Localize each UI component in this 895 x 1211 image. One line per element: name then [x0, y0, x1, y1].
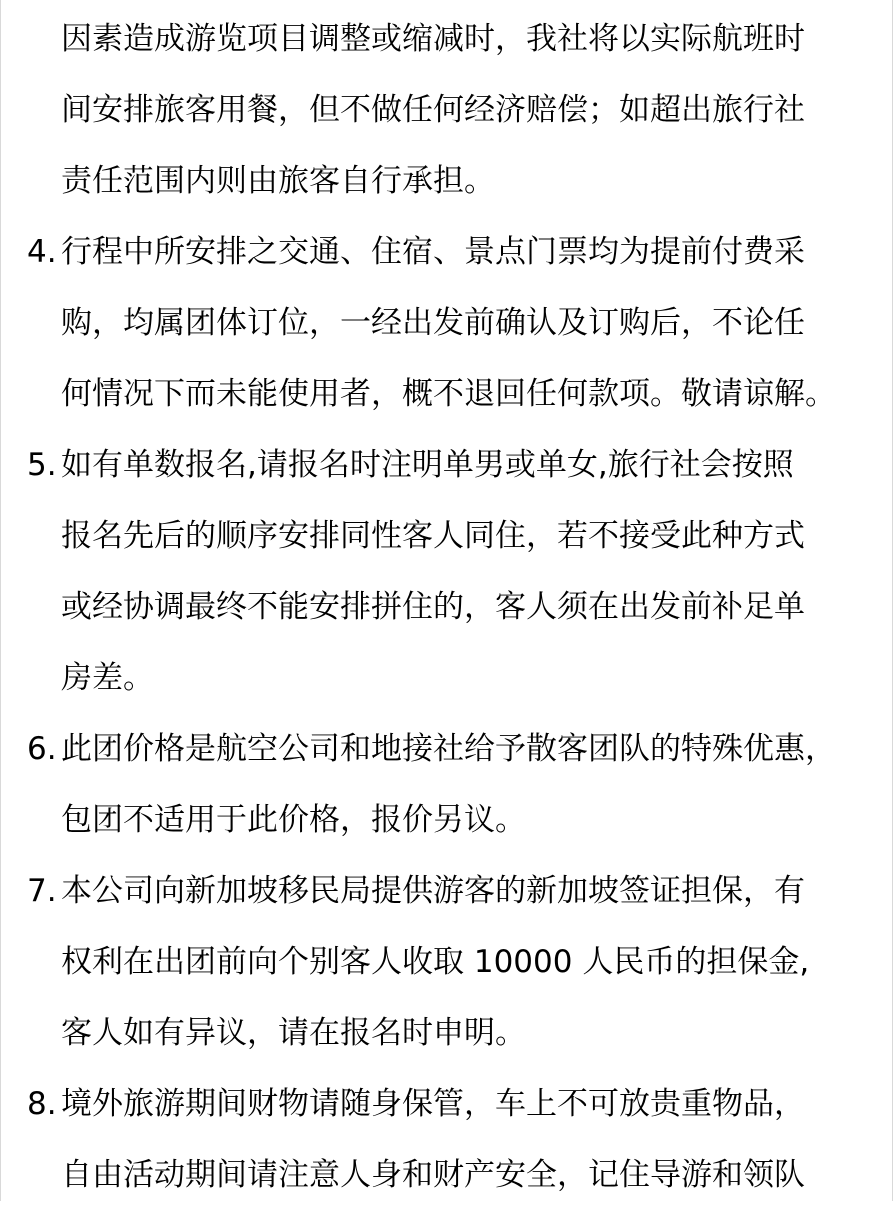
list-item-7: [27, 856, 872, 1069]
list-item-4: [27, 217, 872, 430]
text-line: 因素造成游览项目调整或缩减时，我社将以实际航班时: [61, 21, 805, 57]
text-line: 责任范围内则由旅客自行承担。: [61, 163, 495, 199]
text-line: 房差。: [61, 660, 154, 696]
text-line: 间安排旅客用餐，但不做任何经济赔偿；如超出旅行社: [61, 92, 805, 128]
text-line: 行程中所安排之交通、住宿、景点门票均为提前付费采: [61, 234, 805, 270]
list-item-6: [27, 714, 872, 856]
text-line: 购，均属团体订位，一经出发前确认及订购后，不论任: [61, 305, 805, 341]
item-number: 7.: [27, 873, 57, 909]
item-number: [27, 4, 61, 75]
list-item-8: [27, 1069, 872, 1211]
item-number: 5.: [27, 447, 57, 483]
list-item-5: [27, 430, 872, 714]
text-line: 包团不适用于此价格，报价另议。: [61, 802, 526, 838]
item-number: 6.: [27, 731, 57, 767]
text-line: 权利在出团前向个别客人收取 10000 人民币的担保金,: [61, 944, 810, 980]
text-line: 何情况下而未能使用者，概不退回任何款项。敬请谅解。: [61, 376, 836, 412]
text-line: 或经协调最终不能安排拼住的，客人须在出发前补足单: [61, 589, 805, 625]
item-number: 8.: [27, 1086, 57, 1122]
text-line: 本公司向新加坡移民局提供游客的新加坡签证担保，有: [61, 873, 805, 909]
text-line: 境外旅游期间财物请随身保管，车上不可放贵重物品，: [61, 1086, 805, 1122]
text-line: 报名先后的顺序安排同性客人同住，若不接受此种方式: [61, 518, 805, 554]
text-line: 如有单数报名,请报名时注明单男或单女,旅行社会按照: [61, 447, 794, 483]
item-number: 4.: [27, 234, 57, 270]
list-item-continued: [27, 4, 872, 217]
notice-list: [27, 4, 872, 1211]
text-line: 此团价格是航空公司和地接社给予散客团队的特殊优惠，: [61, 731, 836, 767]
text-line: 自由活动期间请注意人身和财产安全，记住导游和领队: [61, 1157, 805, 1193]
text-line: 客人如有异议，请在报名时申明。: [61, 1015, 526, 1051]
